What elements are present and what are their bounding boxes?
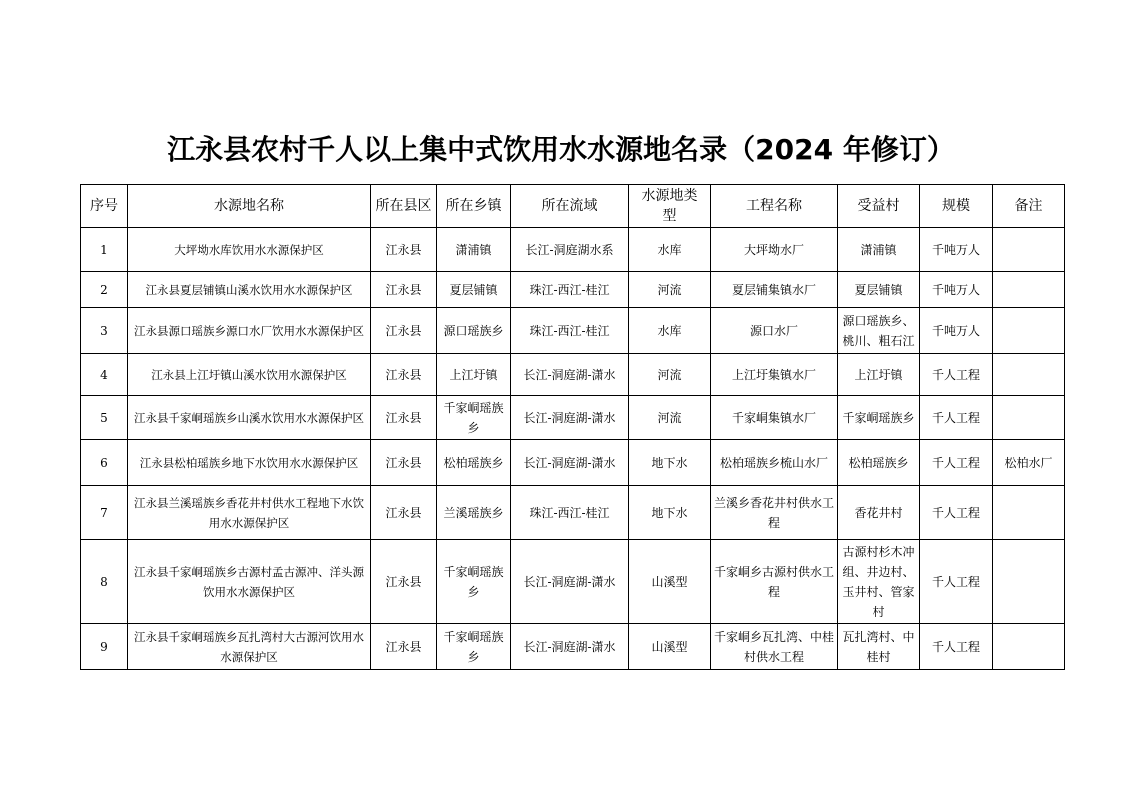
cell-township: 上江圩镇 xyxy=(437,354,511,396)
cell-source-type: 水库 xyxy=(629,228,711,272)
cell-beneficiary-village: 古源村杉木冲组、井边村、玉井村、管家村 xyxy=(838,540,920,624)
cell-scale: 千人工程 xyxy=(920,396,993,440)
cell-project-name: 松柏瑶族乡梳山水厂 xyxy=(711,440,838,486)
cell-index: 3 xyxy=(81,308,128,354)
cell-beneficiary-village: 上江圩镇 xyxy=(838,354,920,396)
cell-source-type: 地下水 xyxy=(629,486,711,540)
cell-basin: 珠江-西江-桂江 xyxy=(511,272,629,308)
cell-township: 源口瑶族乡 xyxy=(437,308,511,354)
cell-township: 松柏瑶族乡 xyxy=(437,440,511,486)
cell-beneficiary-village: 香花井村 xyxy=(838,486,920,540)
cell-remarks xyxy=(993,486,1065,540)
header-source-type: 水源地类型 xyxy=(629,185,711,228)
cell-remarks xyxy=(993,272,1065,308)
cell-index: 2 xyxy=(81,272,128,308)
table-row xyxy=(81,624,1065,670)
cell-beneficiary-village: 千家峒瑶族乡 xyxy=(838,396,920,440)
cell-county: 江永县 xyxy=(371,540,437,624)
cell-scale: 千人工程 xyxy=(920,440,993,486)
cell-basin: 长江-洞庭湖-潇水 xyxy=(511,624,629,670)
cell-source-name: 江永县夏层铺镇山溪水饮用水水源保护区 xyxy=(128,272,371,308)
cell-index: 1 xyxy=(81,228,128,272)
header-basin: 所在流域 xyxy=(511,185,629,228)
cell-source-name: 江永县千家峒瑶族乡瓦扎湾村大古源河饮用水水源保护区 xyxy=(128,624,371,670)
header-index: 序号 xyxy=(81,185,128,228)
cell-remarks xyxy=(993,354,1065,396)
cell-index: 6 xyxy=(81,440,128,486)
page-title: 江永县农村千人以上集中式饮用水水源地名录（2024 年修订） xyxy=(167,133,955,166)
cell-beneficiary-village: 夏层铺镇 xyxy=(838,272,920,308)
cell-basin: 珠江-西江-桂江 xyxy=(511,308,629,354)
cell-county: 江永县 xyxy=(371,486,437,540)
cell-scale: 千吨万人 xyxy=(920,272,993,308)
cell-remarks: 松柏水厂 xyxy=(993,440,1065,486)
cell-remarks xyxy=(993,540,1065,624)
cell-township: 夏层铺镇 xyxy=(437,272,511,308)
cell-basin: 长江-洞庭湖水系 xyxy=(511,228,629,272)
cell-basin: 长江-洞庭湖-潇水 xyxy=(511,440,629,486)
cell-township: 千家峒瑶族乡 xyxy=(437,540,511,624)
cell-beneficiary-village: 潇浦镇 xyxy=(838,228,920,272)
cell-beneficiary-village: 源口瑶族乡、桃川、粗石江 xyxy=(838,308,920,354)
cell-source-name: 江永县松柏瑶族乡地下水饮用水水源保护区 xyxy=(128,440,371,486)
cell-beneficiary-village: 瓦扎湾村、中桂村 xyxy=(838,624,920,670)
header-source-name: 水源地名称 xyxy=(128,185,371,228)
table-row xyxy=(81,486,1065,540)
cell-project-name: 兰溪乡香花井村供水工程 xyxy=(711,486,838,540)
cell-project-name: 千家峒乡瓦扎湾、中桂村供水工程 xyxy=(711,624,838,670)
cell-index: 4 xyxy=(81,354,128,396)
header-project-name: 工程名称 xyxy=(711,185,838,228)
cell-source-type: 山溪型 xyxy=(629,540,711,624)
header-beneficiary-village: 受益村 xyxy=(838,185,920,228)
cell-township: 潇浦镇 xyxy=(437,228,511,272)
cell-township: 千家峒瑶族乡 xyxy=(437,624,511,670)
cell-index: 8 xyxy=(81,540,128,624)
cell-basin: 长江-洞庭湖-潇水 xyxy=(511,540,629,624)
cell-basin: 长江-洞庭湖-潇水 xyxy=(511,354,629,396)
cell-scale: 千人工程 xyxy=(920,540,993,624)
cell-project-name: 大坪坳水厂 xyxy=(711,228,838,272)
cell-scale: 千吨万人 xyxy=(920,228,993,272)
header-township: 所在乡镇 xyxy=(437,185,511,228)
cell-township: 千家峒瑶族乡 xyxy=(437,396,511,440)
cell-index: 7 xyxy=(81,486,128,540)
cell-basin: 长江-洞庭湖-潇水 xyxy=(511,396,629,440)
cell-scale: 千人工程 xyxy=(920,354,993,396)
cell-project-name: 千家峒乡古源村供水工程 xyxy=(711,540,838,624)
header-scale: 规模 xyxy=(920,185,993,228)
cell-project-name: 千家峒集镇水厂 xyxy=(711,396,838,440)
table-header-row xyxy=(81,185,1065,228)
table-row xyxy=(81,440,1065,486)
cell-county: 江永县 xyxy=(371,228,437,272)
table-row xyxy=(81,396,1065,440)
cell-basin: 珠江-西江-桂江 xyxy=(511,486,629,540)
cell-remarks xyxy=(993,396,1065,440)
cell-county: 江永县 xyxy=(371,354,437,396)
cell-county: 江永县 xyxy=(371,624,437,670)
cell-source-type: 地下水 xyxy=(629,440,711,486)
cell-scale: 千人工程 xyxy=(920,486,993,540)
table-row xyxy=(81,354,1065,396)
cell-source-name: 江永县千家峒瑶族乡山溪水饮用水水源保护区 xyxy=(128,396,371,440)
cell-source-name: 江永县源口瑶族乡源口水厂饮用水水源保护区 xyxy=(128,308,371,354)
cell-county: 江永县 xyxy=(371,272,437,308)
cell-source-type: 河流 xyxy=(629,396,711,440)
cell-beneficiary-village: 松柏瑶族乡 xyxy=(838,440,920,486)
header-county: 所在县区 xyxy=(371,185,437,228)
cell-county: 江永县 xyxy=(371,440,437,486)
table-row xyxy=(81,272,1065,308)
cell-source-type: 河流 xyxy=(629,272,711,308)
cell-source-name: 江永县兰溪瑶族乡香花井村供水工程地下水饮用水水源保护区 xyxy=(128,486,371,540)
table-row xyxy=(81,308,1065,354)
cell-source-type: 水库 xyxy=(629,308,711,354)
cell-source-name: 江永县千家峒瑶族乡古源村孟古源冲、洋头源饮用水水源保护区 xyxy=(128,540,371,624)
cell-remarks xyxy=(993,228,1065,272)
cell-project-name: 源口水厂 xyxy=(711,308,838,354)
cell-township: 兰溪瑶族乡 xyxy=(437,486,511,540)
cell-remarks xyxy=(993,308,1065,354)
cell-remarks xyxy=(993,624,1065,670)
water-source-table xyxy=(80,184,1065,670)
cell-project-name: 上江圩集镇水厂 xyxy=(711,354,838,396)
table-row xyxy=(81,540,1065,624)
cell-county: 江永县 xyxy=(371,396,437,440)
header-remarks: 备注 xyxy=(993,185,1065,228)
cell-source-name: 大坪坳水库饮用水水源保护区 xyxy=(128,228,371,272)
table-row xyxy=(81,228,1065,272)
cell-index: 9 xyxy=(81,624,128,670)
cell-source-name: 江永县上江圩镇山溪水饮用水源保护区 xyxy=(128,354,371,396)
cell-county: 江永县 xyxy=(371,308,437,354)
cell-scale: 千人工程 xyxy=(920,624,993,670)
cell-project-name: 夏层铺集镇水厂 xyxy=(711,272,838,308)
cell-index: 5 xyxy=(81,396,128,440)
cell-source-type: 山溪型 xyxy=(629,624,711,670)
cell-source-type: 河流 xyxy=(629,354,711,396)
cell-scale: 千吨万人 xyxy=(920,308,993,354)
